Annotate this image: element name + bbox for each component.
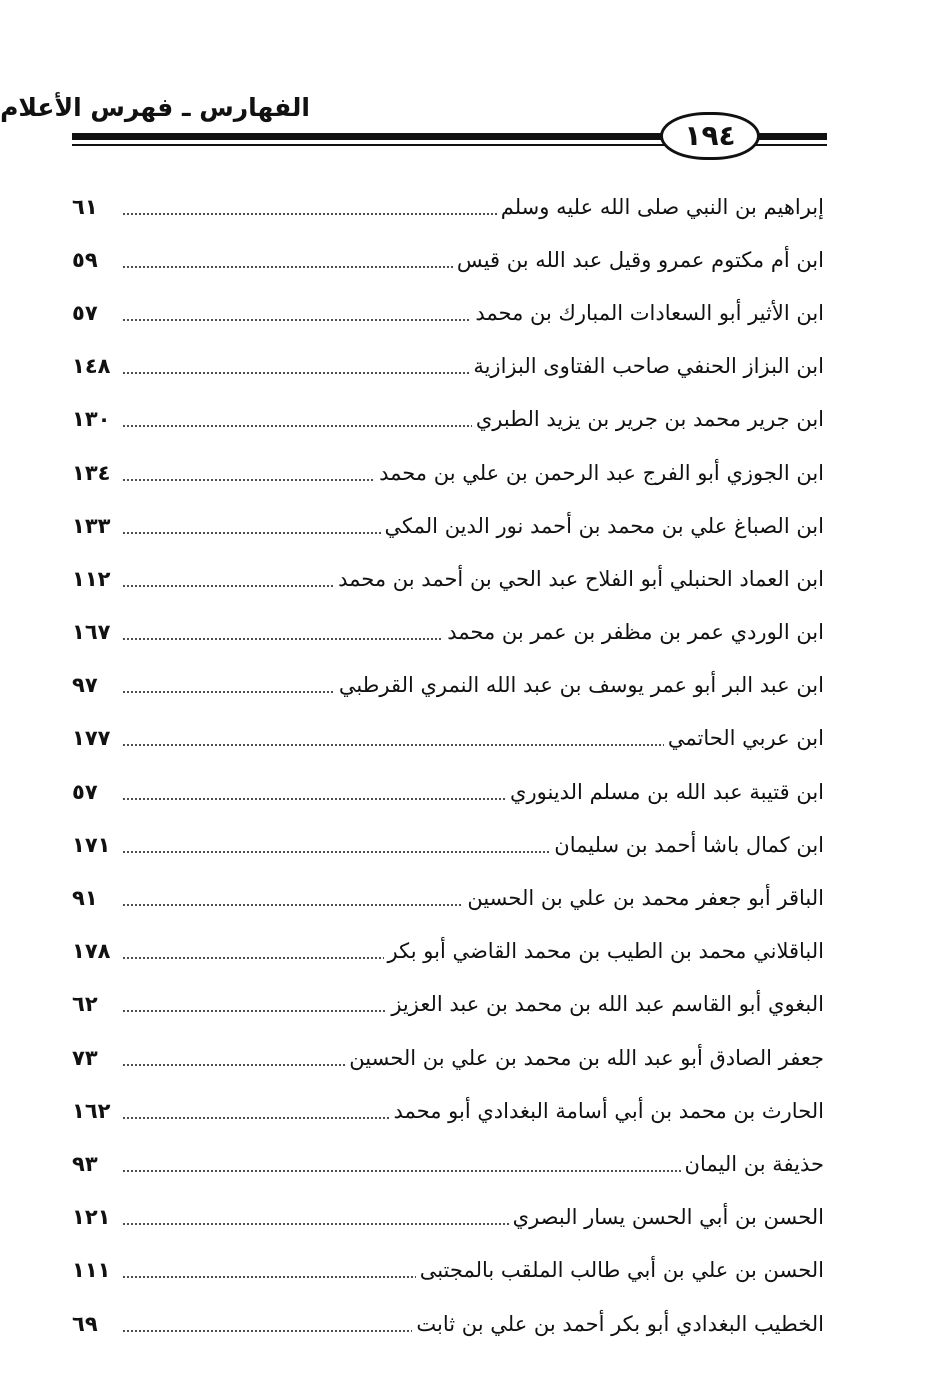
entry-name: الباقر أبو جعفر محمد بن علي بن الحسين (467, 886, 824, 911)
entry-page-number: ٥٧ (72, 779, 98, 804)
index-entry (72, 765, 824, 818)
entry-name: الخطيب البغدادي أبو بكر أحمد بن علي بن ثابت (416, 1311, 824, 1336)
index-entry (72, 925, 824, 978)
index-entry (72, 978, 824, 1031)
entry-name: إبراهيم بن النبي صلى الله عليه وسلم (500, 194, 824, 219)
entry-page-number: ١٣٠ (72, 407, 111, 432)
dot-leader (122, 266, 453, 268)
dot-leader (122, 638, 443, 640)
dot-leader (122, 1117, 390, 1119)
dot-leader (122, 1223, 509, 1225)
entry-name: ابن الوردي عمر بن مظفر بن عمر بن محمد (447, 620, 824, 645)
index-entry (72, 659, 824, 712)
index-entries-list (72, 180, 824, 1350)
index-entry (72, 1137, 824, 1190)
index-entry (72, 1031, 824, 1084)
index-entry (72, 180, 824, 233)
index-entry (72, 1297, 824, 1350)
page-number-badge: ١٩٤ (660, 112, 760, 160)
entry-name: ابن الأثير أبو السعادات المبارك بن محمد (475, 300, 824, 325)
dot-leader (122, 851, 550, 853)
entry-name: حذيفة بن اليمان (684, 1151, 824, 1176)
dot-leader (122, 532, 381, 534)
index-entry (72, 818, 824, 871)
entry-name: ابن العماد الحنبلي أبو الفلاح عبد الحي بن أحمد بن محمد (338, 566, 824, 591)
dot-leader (122, 1064, 345, 1066)
entry-name: جعفر الصادق أبو عبد الله بن محمد بن علي بن الحسين (349, 1045, 824, 1070)
index-entry (72, 233, 824, 286)
entry-page-number: ٦٩ (72, 1311, 98, 1336)
entry-name: ابن قتيبة عبد الله بن مسلم الدينوري (510, 779, 824, 804)
dot-leader (122, 585, 334, 587)
dot-leader (122, 319, 471, 321)
running-header-title: الفهارس ـ فهرس الأعلام (0, 93, 310, 122)
entry-name: الحارث بن محمد بن أبي أسامة البغدادي أبو محمد (393, 1098, 824, 1123)
entry-page-number: ٧٣ (72, 1045, 98, 1070)
entry-name: الباقلاني محمد بن الطيب بن محمد القاضي أبو بكر (387, 939, 824, 964)
entry-page-number: ١٣٣ (72, 513, 111, 538)
dot-leader (122, 1276, 416, 1278)
entry-name: ابن كمال باشا أحمد بن سليمان (554, 832, 824, 857)
index-entry (72, 1244, 824, 1297)
entry-page-number: ١١٢ (72, 566, 111, 591)
index-entry (72, 712, 824, 765)
dot-leader (122, 798, 506, 800)
entry-page-number: ٩٧ (72, 673, 98, 698)
index-entry (72, 393, 824, 446)
dot-leader (122, 372, 469, 374)
entry-name: الحسن بن علي بن أبي طالب الملقب بالمجتبى (419, 1258, 824, 1283)
entry-page-number: ٩١ (72, 886, 98, 911)
index-entry (72, 606, 824, 659)
entry-name: ابن أم مكتوم عمرو وقيل عبد الله بن قيس (456, 247, 824, 272)
index-entry (72, 499, 824, 552)
index-entry (72, 286, 824, 339)
dot-leader (122, 425, 472, 427)
dot-leader (122, 691, 335, 693)
index-entry (72, 340, 824, 393)
index-entry (72, 446, 824, 499)
entry-name: ابن البزاز الحنفي صاحب الفتاوى البزازية (473, 354, 824, 379)
entry-page-number: ١٦٧ (72, 620, 111, 645)
entry-page-number: ٥٩ (72, 247, 98, 272)
entry-name: الحسن بن أبي الحسن يسار البصري (512, 1205, 824, 1230)
dot-leader (122, 904, 463, 906)
dot-leader (122, 1010, 387, 1012)
index-entry (72, 871, 824, 924)
dot-leader (122, 213, 497, 215)
entry-page-number: ٩٣ (72, 1151, 98, 1176)
index-entry (72, 552, 824, 605)
entry-page-number: ١٢١ (72, 1205, 111, 1230)
dot-leader (122, 744, 664, 746)
entry-name: ابن جرير محمد بن جرير بن يزيد الطبري (475, 407, 824, 432)
entry-page-number: ١٣٤ (72, 460, 111, 485)
entry-page-number: ١١١ (72, 1258, 111, 1283)
entry-page-number: ١٦٢ (72, 1098, 111, 1123)
entry-page-number: ٦١ (72, 194, 98, 219)
entry-page-number: ٥٧ (72, 300, 98, 325)
dot-leader (122, 1330, 412, 1332)
entry-name: ابن الجوزي أبو الفرج عبد الرحمن بن علي بن محمد (379, 460, 824, 485)
entry-name: ابن عبد البر أبو عمر يوسف بن عبد الله النمري القرطبي (338, 673, 824, 698)
entry-name: ابن الصباغ علي بن محمد بن أحمد نور الدين المكي (384, 513, 824, 538)
entry-name: البغوي أبو القاسم عبد الله بن محمد بن عبد العزيز (391, 992, 824, 1017)
dot-leader (122, 479, 375, 481)
entry-page-number: ١٤٨ (72, 354, 111, 379)
entry-name: ابن عربي الحاتمي (667, 726, 824, 751)
dot-leader (122, 1170, 681, 1172)
entry-page-number: ١٧١ (72, 832, 111, 857)
index-entry (72, 1084, 824, 1137)
dot-leader (122, 957, 384, 959)
index-entry (72, 1191, 824, 1244)
entry-page-number: ١٧٧ (72, 726, 111, 751)
entry-page-number: ٦٢ (72, 992, 98, 1017)
entry-page-number: ١٧٨ (72, 939, 111, 964)
